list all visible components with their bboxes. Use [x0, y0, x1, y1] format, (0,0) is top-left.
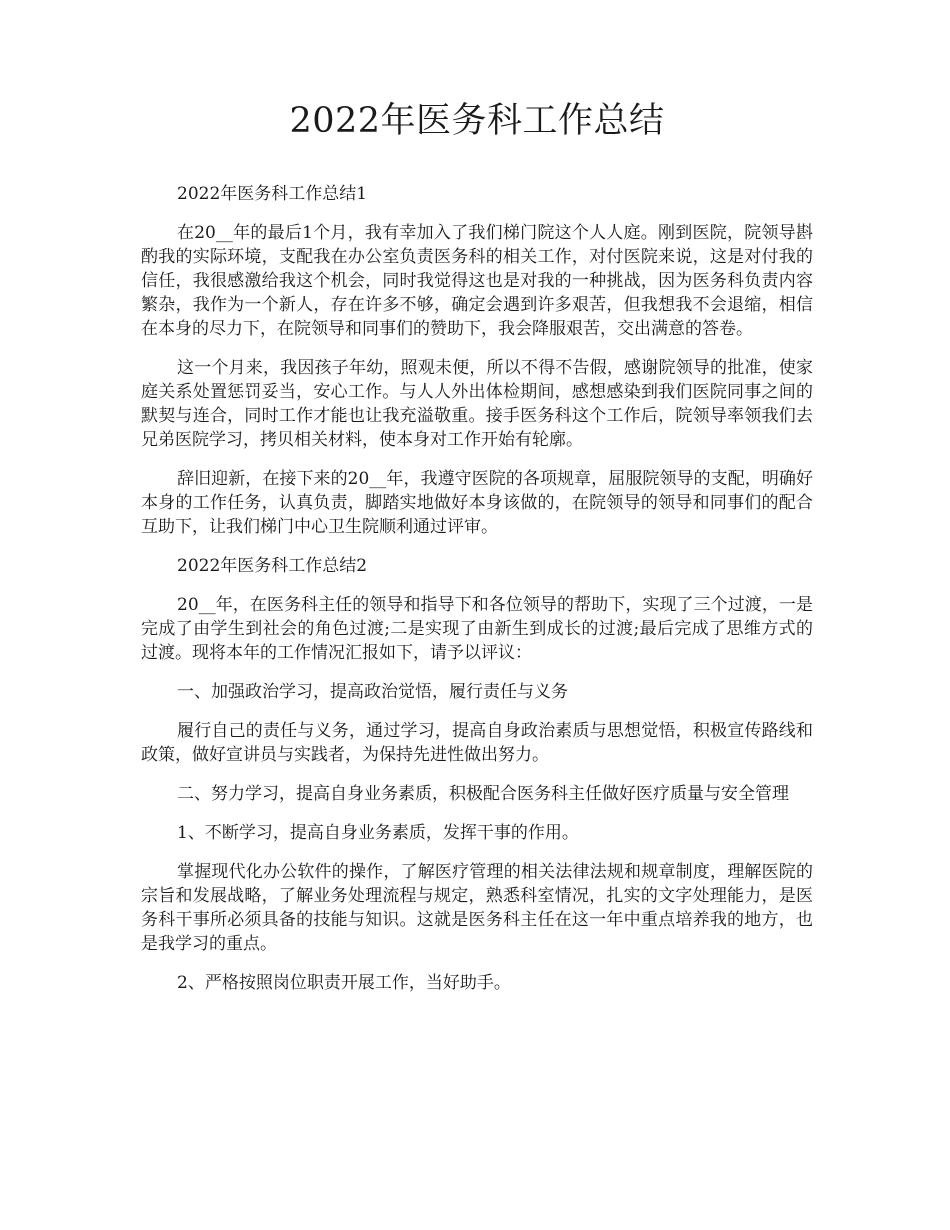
- paragraph: 在20__年的最后1个月，我有幸加入了我们梯门院这个人人庭。刚到医院，院领导斟酌我的实际环境，支配我在办公室负责医务科的相关工作，对付医院来说，这是对付我的信任，我很感激给我这个机会，同时我觉得这也是对我的一种挑战，因为医务科负责内容繁杂，我作为一个新人，存在许多不够，确定会遇到许多艰苦，但我想我不会退缩，相信在本身的尽力下，在院领导和同事们的赞助下，我会降服艰苦，交出满意的答卷。: [141, 223, 813, 339]
- paragraph: 20__年，在医务科主任的领导和指导下和各位领导的帮助下，实现了三个过渡，一是完成了由学生到社会的角色过渡;二是实现了由新生到成长的过渡;最后完成了思维方式的过渡。现将本年的工作情况汇报如下，请予以评议：: [141, 595, 813, 663]
- list-item: 1、不断学习，提高自身业务素质，发挥干事的作用。: [177, 823, 579, 843]
- paragraph: 这一个月来，我因孩子年幼，照观未便，所以不得不告假，感谢院领导的批准，使家庭关系处置惩罚妥当，安心工作。与人人外出体检期间，感想感染到我们医院同事之间的默契与连合，同时工作才能也让我充溢敬重。接手医务科这个工作后，院领导率领我们去兄弟医院学习，拷贝相关材料，使本身对工作开始有轮廓。: [141, 358, 813, 450]
- paragraph: 辞旧迎新，在接下来的20__年，我遵守医院的各项规章，屈服院领导的支配，明确好本身的工作任务，认真负责，脚踏实地做好本身该做的，在院领导的领导和同事们的配合互助下，让我们梯门中心卫生院顺利通过评审。: [141, 469, 813, 537]
- section-heading-1: 2022年医务科工作总结1: [177, 184, 368, 204]
- paragraph: 履行自己的责任与义务，通过学习，提高自身政治素质与思想觉悟，积极宣传路线和政策，做好宣讲员与实践者，为保持先进性做出努力。: [141, 721, 813, 765]
- list-item: 2、严格按照岗位职责开展工作，当好助手。: [177, 973, 511, 993]
- document-page: [141, 0, 813, 1010]
- document-body: [141, 182, 813, 995]
- section-heading-2: 2022年医务科工作总结2: [177, 556, 368, 576]
- paragraph: 掌握现代化办公软件的操作，了解医疗管理的相关法律法规和规章制度，理解医院的宗旨和发展战略，了解业务处理流程与规定，熟悉科室情况，扎实的文字处理能力，是医务科干事所必须具备的技能与知识。这就是医务科主任在这一年中重点培养我的地方，也是我学习的重点。: [141, 862, 813, 954]
- document-title: 2022年医务科工作总结: [289, 101, 665, 141]
- subheading: 一、加强政治学习，提高政治觉悟，履行责任与义务: [177, 682, 568, 702]
- subheading: 二、努力学习，提高自身业务素质，积极配合医务科主任做好医疗质量与安全管理: [177, 784, 789, 804]
